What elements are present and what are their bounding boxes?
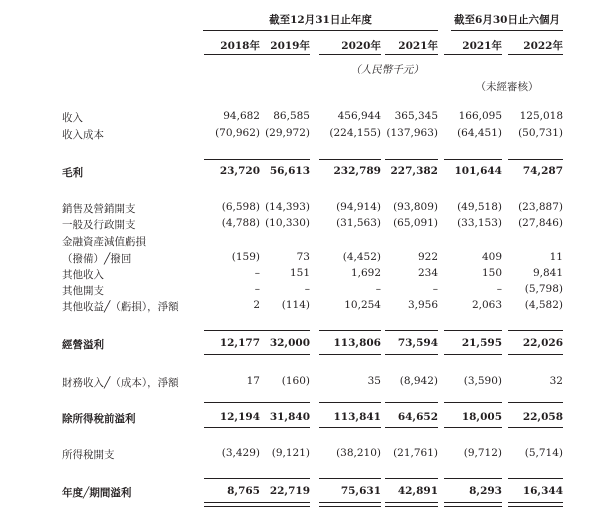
subtotal-rule — [260, 159, 310, 160]
subtotal-rule — [385, 159, 438, 160]
table-cell: (31,563) — [336, 217, 381, 229]
row-label: 其他開支 — [62, 285, 104, 297]
year-header-3: 2021年 — [398, 40, 438, 52]
table-cell: (94,914) — [336, 201, 381, 213]
subtotal-rule — [385, 402, 438, 403]
table-cell: 227,382 — [390, 165, 438, 177]
unit-label: （人民幣千元） — [350, 64, 424, 76]
table-cell: 23,720 — [219, 165, 260, 177]
table-cell: 12,194 — [219, 411, 260, 423]
subtotal-rule — [508, 159, 563, 160]
table-cell: 17 — [246, 375, 260, 387]
year-header-rule — [508, 54, 563, 55]
table-cell: – — [375, 283, 381, 295]
subtotal-rule — [319, 354, 381, 355]
total-double-rule — [444, 502, 502, 507]
table-cell: (3,429) — [221, 447, 260, 459]
row-label: 所得稅開支 — [62, 449, 115, 461]
table-cell: 94,682 — [223, 110, 260, 122]
subtotal-rule — [444, 330, 502, 331]
subtotal-rule — [204, 427, 260, 428]
table-cell: 113,806 — [333, 337, 381, 349]
subtotal-rule — [204, 159, 260, 160]
table-cell: (64,451) — [457, 127, 502, 139]
table-cell: 409 — [481, 251, 502, 263]
subtotal-rule — [319, 402, 381, 403]
table-cell: 12,177 — [219, 337, 260, 349]
year-header-rule — [385, 54, 438, 55]
table-cell: 22,026 — [522, 337, 563, 349]
table-cell: (137,963) — [386, 127, 438, 139]
row-label: 收入成本 — [62, 129, 104, 141]
subtotal-rule — [508, 402, 563, 403]
table-cell: 32,000 — [269, 337, 310, 349]
row-label: 財務收入╱（成本），淨額 — [62, 377, 179, 389]
subtotal-rule — [319, 159, 381, 160]
subtotal-rule — [204, 478, 260, 479]
subtotal-rule — [385, 354, 438, 355]
table-cell: – — [304, 283, 310, 295]
subtotal-rule — [444, 478, 502, 479]
group-header-annual-rule — [203, 30, 438, 31]
table-cell: (33,153) — [457, 217, 502, 229]
subtotal-rule — [508, 330, 563, 331]
table-cell: 56,613 — [269, 165, 310, 177]
table-cell: 18,005 — [461, 411, 502, 423]
row-label: 一般及行政開支 — [62, 219, 136, 231]
table-cell: 9,841 — [532, 267, 563, 279]
table-cell: 113,841 — [333, 411, 381, 423]
unaudited-label: （未經審核） — [475, 81, 539, 93]
table-cell: (49,518) — [457, 201, 502, 213]
table-cell: 22,058 — [522, 411, 563, 423]
table-cell: 234 — [417, 267, 438, 279]
subtotal-rule — [508, 427, 563, 428]
table-cell: 232,789 — [333, 165, 381, 177]
table-cell: 11 — [549, 251, 563, 263]
total-double-rule — [508, 502, 563, 507]
table-cell: 86,585 — [273, 110, 310, 122]
subtotal-rule — [385, 427, 438, 428]
table-cell: 2 — [253, 299, 260, 311]
table-cell: 21,595 — [461, 337, 502, 349]
subtotal-rule — [204, 354, 260, 355]
table-cell: 74,287 — [522, 165, 563, 177]
table-cell: (114) — [281, 299, 310, 311]
table-cell: 31,840 — [269, 411, 310, 423]
subtotal-rule — [508, 478, 563, 479]
table-cell: (50,731) — [518, 127, 563, 139]
table-cell: 73,594 — [397, 337, 438, 349]
table-cell: (10,330) — [265, 217, 310, 229]
table-cell: – — [254, 267, 260, 279]
table-cell: 8,765 — [227, 485, 260, 497]
row-label: 經營溢利 — [62, 339, 104, 351]
table-cell: 42,891 — [397, 485, 438, 497]
year-header-rule — [204, 54, 260, 55]
table-cell: (4,788) — [221, 217, 260, 229]
table-cell: 22,719 — [269, 485, 310, 497]
table-cell: 8,293 — [469, 485, 502, 497]
table-cell: (5,714) — [524, 447, 563, 459]
table-cell: 2,063 — [471, 299, 502, 311]
subtotal-rule — [204, 402, 260, 403]
total-double-rule — [204, 502, 260, 507]
subtotal-rule — [385, 478, 438, 479]
total-double-rule — [385, 502, 438, 507]
subtotal-rule — [260, 330, 310, 331]
table-cell: (224,155) — [329, 127, 381, 139]
subtotal-rule — [444, 427, 502, 428]
table-cell: 75,631 — [340, 485, 381, 497]
subtotal-rule — [319, 478, 381, 479]
table-cell: – — [432, 283, 438, 295]
table-cell: (9,712) — [463, 447, 502, 459]
table-cell: 16,344 — [522, 485, 563, 497]
subtotal-rule — [260, 427, 310, 428]
table-cell: 64,652 — [397, 411, 438, 423]
table-cell: (93,809) — [393, 201, 438, 213]
subtotal-rule — [260, 478, 310, 479]
table-cell: (70,962) — [215, 127, 260, 139]
table-cell: 10,254 — [344, 299, 381, 311]
table-cell: 3,956 — [407, 299, 438, 311]
year-header-rule — [444, 54, 502, 55]
table-cell: 150 — [481, 267, 502, 279]
group-header-halfyear: 截至6月30日止六個月 — [454, 14, 560, 26]
subtotal-rule — [319, 330, 381, 331]
table-cell: (159) — [231, 251, 260, 263]
table-cell: (4,582) — [524, 299, 563, 311]
total-double-rule — [260, 502, 310, 507]
subtotal-rule — [385, 330, 438, 331]
table-cell: (14,393) — [265, 201, 310, 213]
total-double-rule — [319, 502, 381, 507]
table-cell: (29,972) — [265, 127, 310, 139]
row-label: 收入 — [62, 112, 83, 124]
year-header-4: 2021年 — [462, 40, 502, 52]
subtotal-rule — [204, 330, 260, 331]
table-cell: 101,644 — [454, 165, 502, 177]
table-cell: (6,598) — [221, 201, 260, 213]
table-cell: (5,798) — [524, 283, 563, 295]
row-label: 年度╱期間溢利 — [62, 487, 132, 499]
table-cell: (21,761) — [393, 447, 438, 459]
table-cell: 35 — [367, 375, 381, 387]
subtotal-rule — [444, 354, 502, 355]
row-label: 金融資產減值虧損 — [62, 236, 146, 248]
year-header-1: 2019年 — [270, 40, 310, 52]
table-cell: (9,121) — [271, 447, 310, 459]
subtotal-rule — [260, 402, 310, 403]
table-cell: – — [254, 283, 260, 295]
subtotal-rule — [444, 159, 502, 160]
row-label: （撥備）╱撥回 — [62, 253, 132, 265]
table-cell: (65,091) — [393, 217, 438, 229]
table-cell: 456,944 — [337, 110, 381, 122]
row-label: 其他收益╱（虧損），淨額 — [62, 301, 179, 313]
row-label: 除所得稅前溢利 — [62, 413, 136, 425]
group-header-halfyear-rule — [451, 30, 563, 31]
subtotal-rule — [444, 402, 502, 403]
table-cell: 151 — [289, 267, 310, 279]
year-header-0: 2018年 — [220, 40, 260, 52]
year-header-rule — [319, 54, 381, 55]
table-cell: (160) — [281, 375, 310, 387]
table-cell: (4,452) — [342, 251, 381, 263]
subtotal-rule — [319, 427, 381, 428]
row-label: 毛利 — [62, 167, 83, 179]
table-cell: – — [496, 283, 502, 295]
year-header-2: 2020年 — [341, 40, 381, 52]
table-cell: 1,692 — [350, 267, 381, 279]
table-cell: 73 — [296, 251, 310, 263]
table-cell: 166,095 — [458, 110, 502, 122]
table-cell: 125,018 — [519, 110, 563, 122]
row-label: 銷售及營銷開支 — [62, 203, 136, 215]
subtotal-rule — [260, 354, 310, 355]
table-cell: (27,846) — [518, 217, 563, 229]
table-cell: (38,210) — [336, 447, 381, 459]
table-cell: (23,887) — [518, 201, 563, 213]
year-header-5: 2022年 — [523, 40, 563, 52]
year-header-rule — [260, 54, 310, 55]
table-cell: 922 — [417, 251, 438, 263]
group-header-annual: 截至12月31日止年度 — [269, 14, 372, 26]
table-cell: (3,590) — [463, 375, 502, 387]
table-cell: (8,942) — [399, 375, 438, 387]
table-cell: 365,345 — [394, 110, 438, 122]
table-cell: 32 — [549, 375, 563, 387]
subtotal-rule — [508, 354, 563, 355]
row-label: 其他收入 — [62, 269, 104, 281]
